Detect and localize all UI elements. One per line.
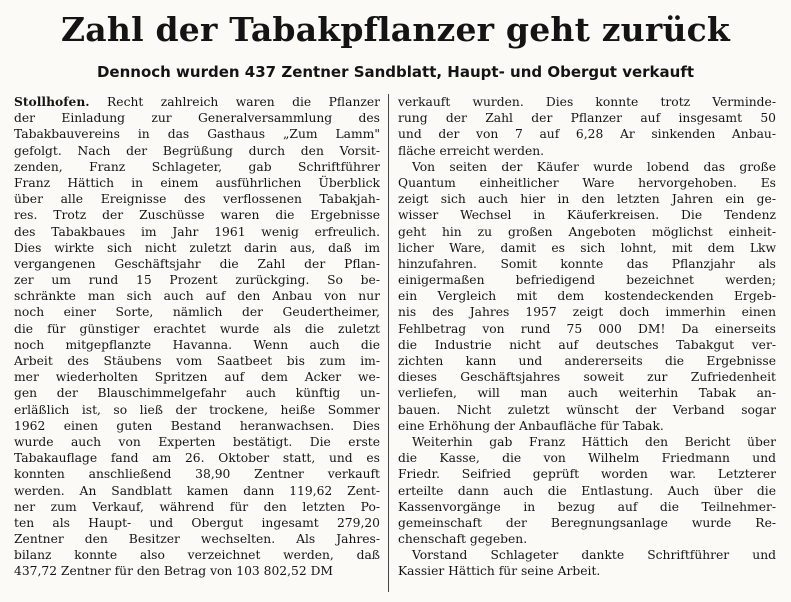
text-line: bauen. Nicht zuletzt wünscht der Verband sogar <box>398 402 776 417</box>
text-line: einigermaßen befriedigend bezeichnet werden; <box>398 273 776 288</box>
text-line: ten als Haupt- und Obergut ingesamt 279,20 <box>14 515 380 530</box>
text-line: konnten anschließend 38,90 Zentner verkauft <box>14 467 380 482</box>
text-line: die für günstiger erachtet wurde als die zuletzt <box>14 321 380 336</box>
text-line: bilanz konnte also verzeichnet werden, daß <box>14 548 380 563</box>
text-line: rung der Zahl der Pflanzer auf insgesamt 50 <box>398 111 776 126</box>
text-line: geht hin zu großen Angeboten möglichst einheit- <box>398 224 776 239</box>
text-line: Kassenvorgänge in bezug auf die Teilnehmer- <box>398 499 776 514</box>
text-line: mer wiederholten Spritzen auf dem Acker we- <box>14 370 380 385</box>
text-line: verliefen, will man auch weiterhin Tabak an- <box>398 386 776 401</box>
text-line: schränkte man sich auch auf den Anbau von nur <box>14 289 380 304</box>
text-line: noch einer Sorte, nämlich der Geudertheimer, <box>14 305 380 320</box>
text-line: Vorstand Schlageter dankte Schriftführer und <box>412 548 776 563</box>
article-column-right <box>398 94 776 580</box>
text-line: 1962 einen guten Bestand heranwachsen. Dies <box>14 418 380 433</box>
article-column-left <box>14 94 380 580</box>
text-line: Quantum einheitlicher Ware hervorgehoben. Es <box>398 175 776 190</box>
text-line: vergangenen Geschäftsjahr die Zahl der Pflan- <box>14 256 380 271</box>
text-line: die Industrie nicht auf deutsches Tabakgut ver- <box>398 337 776 352</box>
text-line: res. Trotz der Zuschüsse waren die Ergebnisse <box>14 208 380 223</box>
text-line: fläche erreicht werden. <box>398 143 545 158</box>
text-line: über alle Ereignisse des verflossenen Tabakjah- <box>14 192 380 207</box>
text-line: wurde auch von Experten bestätigt. Die erste <box>14 434 380 449</box>
text-line: dieses Geschäftsjahres soweit zur Zufriedenheit <box>398 370 776 385</box>
text-line: Weiterhin gab Franz Hättich den Bericht über <box>412 434 776 449</box>
text-line: Friedr. Seifried geprüft worden war. Letzterer <box>398 467 776 482</box>
text-line: gemeinschaft der Beregnungsanlage wurde Re- <box>398 515 776 530</box>
text-line <box>14 94 380 110</box>
text-line: zer um rund 15 Prozent zurückging. So be- <box>14 273 380 288</box>
text-line: die Kasse, die von Wilhelm Friedmann und <box>398 451 776 466</box>
dateline: Stollhofen. <box>14 94 90 109</box>
text-line: licher Ware, damit es sich lohnt, mit dem Lkw <box>398 240 776 255</box>
text-line: verkauft wurden. Dies konnte trotz Verminde- <box>398 95 776 109</box>
column-divider <box>388 94 389 592</box>
subheadline: Dennoch wurden 437 Zentner Sandblatt, Haupt- und Obergut verkauft <box>96 63 695 81</box>
text-line: und der von 7 auf 6,28 Ar sinkenden Anbau- <box>398 127 776 142</box>
text-line: erteilte dann auch die Entlastung. Auch über die <box>398 483 776 498</box>
text-line: zenden, Franz Schlageter, gab Schriftführer <box>14 159 380 174</box>
text-line: 437,72 Zentner für den Betrag von 103 802,52 DM <box>14 564 334 579</box>
text-line-rest: Recht zahlreich waren die Pflanzer <box>89 95 380 109</box>
text-line: Tabakauflage fand am 26. Oktober statt, und es <box>14 451 380 466</box>
text-line: wisser Wechsel in Käuferkreisen. Die Tendenz <box>398 208 776 223</box>
text-line: hinzufahren. Somit konnte das Pflanzjahr als <box>398 256 776 271</box>
text-line: Tabakbauvereins in das Gasthaus „Zum Lamm" <box>14 127 380 142</box>
text-line: des Tabakbaues im Jahr 1961 wenig erfreulich. <box>14 224 380 239</box>
text-line: erläßlich ist, so ließ der trockene, heiße Sommer <box>14 402 380 417</box>
text-line: noch mitgepflanzte Havanna. Wenn auch die <box>14 337 380 352</box>
text-line: nis des Jahres 1957 zeigt doch immerhin einen <box>398 305 776 320</box>
text-line: chenschaft gegeben. <box>398 532 528 547</box>
headline: Zahl der Tabakpflanzer geht zurück <box>61 10 730 49</box>
text-line: Kassier Hättich für seine Arbeit. <box>398 564 601 579</box>
text-line: gen der Blauschimmelgefahr auch künftig un- <box>14 386 380 401</box>
text-line: Dies wirkte sich nicht zuletzt darin aus, daß im <box>14 240 380 255</box>
text-line: ner zum Verkauf, während für den letzten Po- <box>14 499 380 514</box>
text-line: Arbeit des Stäubens vom Saatbeet bis zum im- <box>14 354 380 368</box>
text-line: Fehlbetrag von rund 75 000 DM! Da einerseits <box>398 321 776 336</box>
text-line: zeigt sich auch hier in den letzten Jahren ein ge- <box>398 192 776 207</box>
text-line: werden. An Sandblatt kamen dann 119,62 Zent- <box>14 483 380 498</box>
text-line: gefolgt. Nach der Begrüßung durch den Vorsit- <box>14 143 380 158</box>
text-line: der Einladung zur Generalversammlung des <box>14 111 380 126</box>
text-line: Von seiten der Käufer wurde lobend das große <box>412 159 776 174</box>
text-line: eine Erhöhung der Anbaufläche für Tabak. <box>398 418 664 433</box>
text-line: Zentner den Besitzer wechselten. Als Jahres- <box>14 532 380 547</box>
text-line: zichten kann und andererseits die Ergebnisse <box>398 354 776 368</box>
text-line: Franz Hättich in einem ausführlichen Überblick <box>14 175 380 190</box>
text-line: ein Vergleich mit dem kostendeckenden Ergeb- <box>398 289 776 304</box>
